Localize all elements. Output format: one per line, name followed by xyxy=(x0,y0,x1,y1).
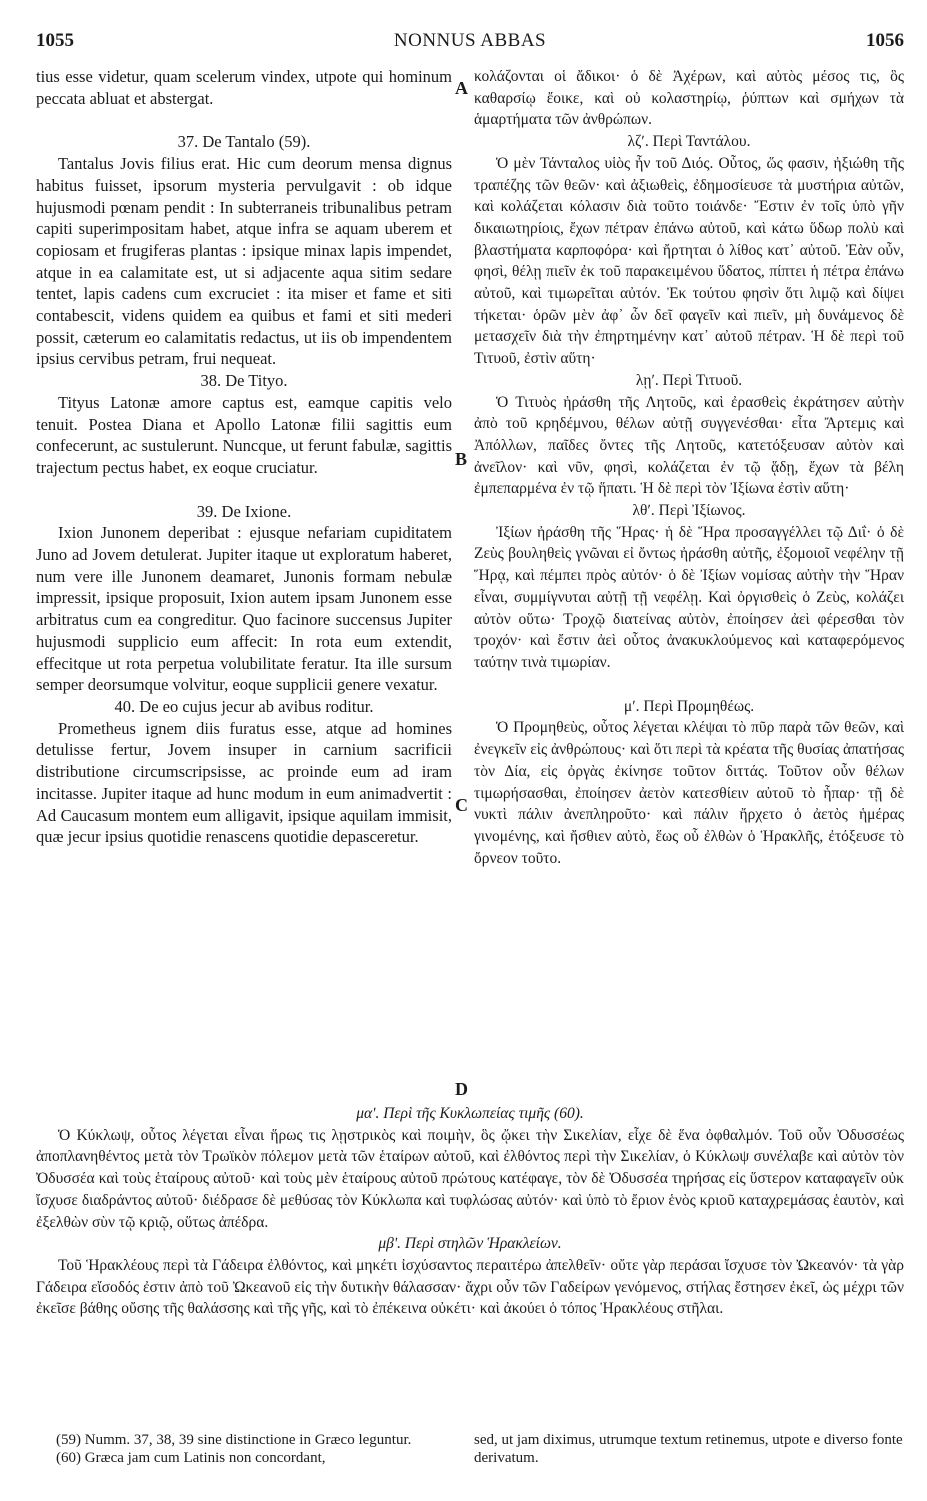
footnotes-right xyxy=(474,1432,904,1467)
greek-heading-41: μαʹ. Περὶ τῆς Κυκλωπείας τιμῆς (60). xyxy=(356,1105,584,1122)
latin-heading-40: 40. De eo cujus jecur ab avibus roditur. xyxy=(114,696,374,716)
greek-heading-42: μβʹ. Περὶ στηλῶν Ἡρακλείων. xyxy=(378,1235,562,1253)
greek-heading-40: μʹ. Περὶ Προμηθέως. xyxy=(623,697,755,715)
greek-intro: κολάζονται οἱ ἄδικοι· ὁ δὲ Ἀχέρων, καὶ αὐτὸς μέσος τις, ὃς καθαρσίῳ ἔοικε, καὶ οὐ κολαστηρίῳ, ῥύπτων καὶ σμήχων τὰ ἁμαρτήματα τῶν ἀνθρώπων. xyxy=(474,68,904,129)
margin-marker-a: A xyxy=(455,78,468,98)
latin-heading-38: 38. De Tityo. xyxy=(200,371,288,391)
margin-marker-b: B xyxy=(455,449,468,469)
latin-heading-37: 37. De Tantalo (59). xyxy=(177,132,311,152)
latin-text-39: Ixion Junonem deperibat : ejusque nefariam cupiditatem Juno ad Jovem detulerat. Jupiter itaque ut exploratum haberet, num vere ille Junonem deamaret, Junonis formam nebulæ impressit, ipsique proposuit, Ixion autem ipsam Junonem esse arbitratus cum ea congreditur. Quo facinore succensus Jupiter hujusmodi supplicio eum affecit: In rota eum extendit, effecitque ut rota perpetua volubilitate feratur. Ita ille sursum semper deorsumque volvitur, eoque supplicii genere vexatur. xyxy=(36,523,452,695)
greek-text-38: Ὁ Τιτυὸς ἠράσθη τῆς Λητοῦς, καὶ ἐρασθεὶς ἐκράτησεν αὐτὴν ἀπὸ τοῦ κρηδέμνου, θέλων αὐτῇ συγγενέσθαι· εἶτα Ἄρτεμις καὶ Ἀπόλλων, παῖδες ὄντες τῆς Λητοῦς, κατετόξευσαν αὐτὸν καὶ ἀνεῖλον· καὶ νῦν, φησὶ, κολάζεται ἐν τῷ ᾅδῃ, ἔχων τὰ βέλη ἐμπεπαρμένα ἐν τῷ ἥπατι. Ἡ δὲ περὶ τὸν Ἰξίωνα ἐστὶν αὕτη· xyxy=(474,393,904,498)
footnote-60-continued: sed, ut jam diximus, utrumque textum retinemus, utpote e diverso fonte derivatum. xyxy=(474,1432,903,1466)
latin-text-38: Tityus Latonæ amore captus est, eamque capitis velo tenuit. Postea Diana et Apollo Latonæ filii sagittis eum confecerunt, ac sustulerunt. Nuncque, ut ferunt fabulæ, sagittis trajectum pectus habet, ex eoque cruciatur. xyxy=(36,392,452,477)
margin-marker-d: D xyxy=(455,1079,468,1099)
latin-text-40: Prometheus ignem diis furatus esse, atque ad homines detulisse fertur, Jovem insuper in carnium sacrificii distributione circumscripsisse, ac proinde eum ad iram incitasse. Jupiter itaque ad hunc modum in eum animadvertit : Ad Caucasum montem eum alligavit, ipsique aquilam immisit, quæ jecur ipsius quotidie renascens quotidie depasceretur. xyxy=(36,718,452,847)
greek-text-42: Τοῦ Ἡρακλέους περὶ τὰ Γάδειρα ἐλθόντος, καὶ μηκέτι ἰσχύσαντος περαιτέρω ἀπελθεῖν· οὔτε γὰρ περάσαι ἴσχυσε τὸν Ὠκεανόν· τὰ γὰρ Γάδειρα εἴσοδός ἐστιν ἀπὸ τοῦ Ὠκεανοῦ εἰς τὴν δυτικὴν θάλασσαν· ἄχρι οὖν τῶν Γαδείρων γενόμενος, στήλας ἔστησεν ἐκεῖ, ὡς μέχρι τῶν ἐκεῖσε βάθης οὔσης τῆς θαλάσσης καὶ τῆς γῆς, καὶ τὸ ἐπέκεινα οὐκέτι· καὶ ἀκούει ὁ τόπος Ἡρακλέους στῆλαι. xyxy=(36,1256,904,1318)
latin-column xyxy=(36,66,452,848)
greek-text-41: Ὁ Κύκλωψ, οὗτος λέγεται εἶναι ἥρως τις λῃστρικὸς καὶ ποιμὴν, ὃς ᾤκει τὴν Σικελίαν, εἶχε δὲ ἕνα ὀφθαλμόν. Τοῦ οὖν Ὀδυσσέως ἀποπλανηθέντος μετὰ τὸν Τρωϊκὸν πόλεμον μετὰ τῶν ἑταίρων αὐτοῦ, καὶ ἐλθόντος περὶ τὴν Σικελίαν, ὁ Κύκλωψ συνέλαβε καὶ αὐτὸν τὸν Ὀδυσσέα καὶ τοὺς ἑταίρους αὐτοῦ· καὶ τοὺς μὲν ἑταίρους αὐτοῦ πρώτους κατέφαγε, τὸν δὲ Ὀδυσσέα τηρήσας εἰς ὕστερον καταφαγεῖν οὐκ ἴσχυσε διαδράντος αὐτοῦ· διέδρασε δὲ μεθύσας τὸν Κύκλωπα καὶ τυφλώσας αὐτόν· καὶ ὑπὸ τὸ ἔριον ἑνὸς κριοῦ καταχρεμάσας ἑαυτὸν, καὶ ἐξελθὼν σὺν τῷ κριῷ, οὕτως ἀπέδρα. xyxy=(36,1126,904,1231)
margin-marker-c: C xyxy=(455,795,468,815)
footnotes-left xyxy=(56,1432,448,1467)
page-number-right: 1056 xyxy=(866,30,904,51)
greek-heading-38: λῃʹ. Περὶ Τιτυοῦ. xyxy=(635,371,743,389)
footnote-59: (59) Numm. 37, 38, 39 sine distinctione in Græco leguntur. xyxy=(56,1432,412,1448)
full-width-section xyxy=(36,1103,904,1320)
footnote-60: (60) Græca jam cum Latinis non concordant, xyxy=(56,1449,326,1466)
latin-text-37: Tantalus Jovis filius erat. Hic cum deorum mensa dignus habitus fuisset, ipsorum mysteria pervulgavit : ob idque hujusmodi pœnam pendit : In subterraneis tribunalibus petram capiti superimpositam habet, atque infra se aquam uberem et copiosam et frugiferas plantas : ipsique minax lapis impendet, atque in ea calamitate est, ut si adjacente aqua sitim sedare tentet, lapis cadens cum excruciet : ita miser et fame et siti contabescit, videns quidem ea quibus et fami et siti mederi possit, cæterum eo calamitatis redactus, ut iis ob impendentem ipsius cervibus petram, frui nequeat. xyxy=(36,154,452,369)
greek-text-37: Ὁ μὲν Τάνταλος υἱὸς ἦν τοῦ Διός. Οὗτος, ὥς φασιν, ἠξιώθη τῆς τραπέζης τῶν θεῶν· καὶ ἀξιωθεὶς, ἐδημοσίευσε τὰ μυστήρια αὐτῶν, καὶ κολάζεται κόλασιν διὰ τοῦτο τοιάνδε· Ἔστιν ἐν τοῖς ὑπὸ γῆν δικαιωτηρίοις, ἔχων πέτραν ἐπάνω αὐτοῦ, καὶ κάτω ὕδωρ πολὺ καὶ βλαστήματα καρποφόρα· καὶ ἤρτηται ὁ λίθος κατ᾽ αὐτοῦ. Ἐὰν οὖν, φησὶ, θέλῃ πιεῖν ἐκ τοῦ παρακειμένου ὕδατος, πίπτει ἡ πέτρα ἐπάνω αὐτοῦ, καὶ τιμωρεῖται αὐτόν. Ἐκ τούτου φησὶν ὅτι λιμῷ καὶ δίψει τήκεται· ὁρῶν μὲν ἀφ᾽ ὧν δεῖ φαγεῖν καὶ πιεῖν, μὴ δυνάμενος δὲ μετασχεῖν διὰ τὴν ἐπηρτημένην κατ᾽ αὐτοῦ πέτραν. Ἡ δὲ περὶ τοῦ Τιτυοῦ, ἐστὶν αὕτη· xyxy=(474,154,904,368)
greek-text-40: Ὁ Προμηθεὺς, οὗτος λέγεται κλέψαι τὸ πῦρ παρὰ τῶν θεῶν, καὶ ἐνεγκεῖν εἰς ἀνθρώπους· καὶ ὅτι περὶ τὰ κρέατα τῆς θυσίας ἀπατήσας τὸν Δία, εἰς ὀργὰς ἐκίνησε τοῦτον διττάς. Τοῦτον οὖν θέλων τιμωρήσασθαι, ἐποίησεν ἀετὸν κατεσθίειν αὐτοῦ τὸ ἧπαρ· τῇ δὲ νυκτὶ πάλιν ἀνεπληροῦτο· καὶ πάλιν ἤρχετο ὁ ἀετὸς ἡμέρας γινομένης, καὶ ἤσθιεν αὐτὸ, ἕως οὗ ἐλθὼν ὁ Ἡρακλῆς, ἐτόξευσε τὸ ὄρνεον τοῦτο. xyxy=(474,719,904,867)
page-number-left: 1055 xyxy=(36,30,74,51)
running-title: NONNUS ABBAS xyxy=(393,30,547,51)
greek-text-39: Ἰξίων ἠράσθη τῆς Ἥρας· ἡ δὲ Ἥρα προσαγγέλλει τῷ Διΐ· ὁ δὲ Ζεὺς βουληθεὶς γνῶναι εἰ ὄντως ἠράσθη αὐτῆς, ἐξομοιοῖ νεφέλην τῇ Ἥρᾳ, καὶ πέμπει πρὸς αὐτόν· ὁ δὲ Ἰξίων νομίσας αὐτὴν τὴν Ἥραν εἶναι, συμμίγνυται αὐτῇ τῇ νεφέλῃ. Καὶ ὀργισθεὶς ὁ Ζεὺς, κολάζει αὐτὸν οὕτω· Τροχῷ διατείνας αὐτὸν, ἐποίησεν ἀεὶ φέρεσθαι τὸν τροχόν· καὶ ἔστιν ἀεὶ οὗτος ἀνακυκλούμενος καὶ καταφερόμενος ταύτην τινὰ τιμωρίαν. xyxy=(474,523,904,671)
latin-intro: tius esse videtur, quam scelerum vindex, utpote qui hominum peccata abluat et abstergat. xyxy=(36,67,452,108)
latin-heading-39: 39. De Ixione. xyxy=(196,501,292,521)
greek-column xyxy=(474,66,904,869)
greek-heading-37: λζʹ. Περὶ Ταντάλου. xyxy=(627,133,751,151)
page-header xyxy=(36,30,904,54)
greek-heading-39: λθʹ. Περὶ Ἰξίωνος. xyxy=(632,502,746,520)
